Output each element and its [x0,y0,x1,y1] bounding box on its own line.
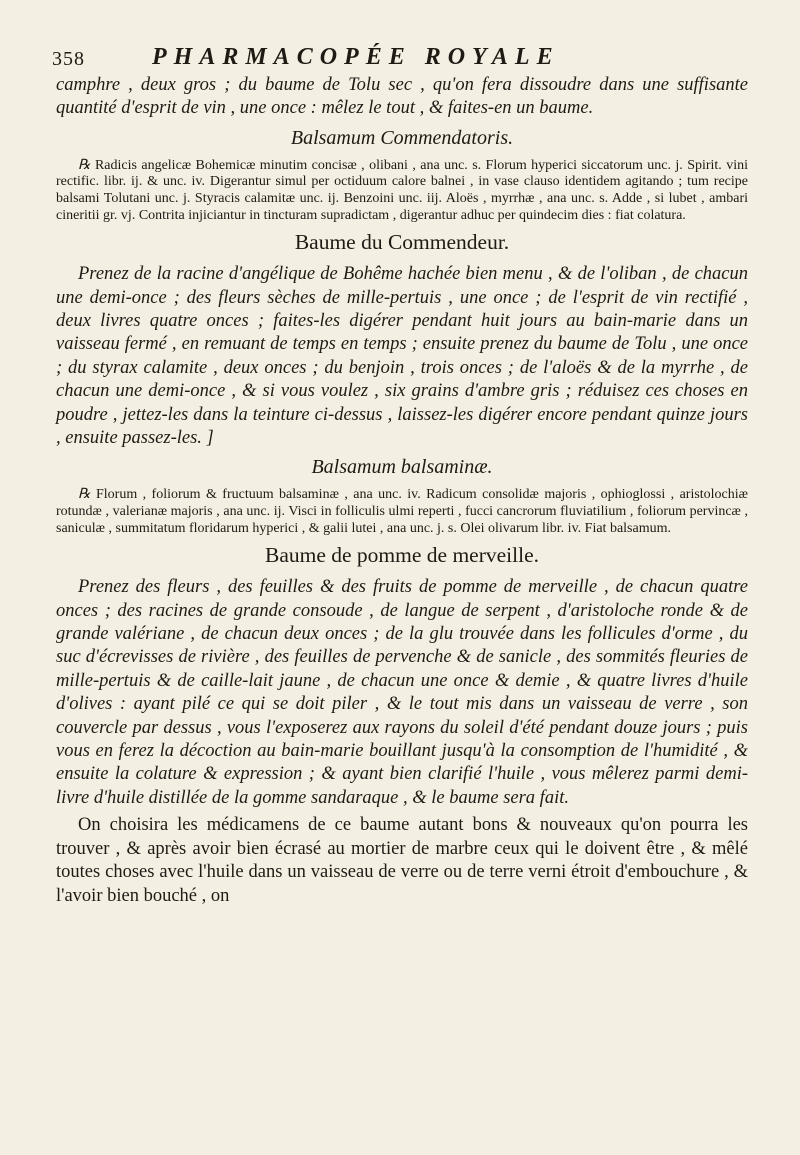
latin-recipe-balsaminae [56,487,748,537]
latin-recipe-text: Radicis angelicæ Bohemicæ minutim concisæ , olibani , ana unc. s. Florum hyperici siccatorum unc. j. Spirit. vini rectific. libr. ij. & unc. iv. Digerantur simul per octiduum calore balnei , in vase clauso identidem agitando ; tum recipe balsami Tolutani unc. j. Styracis calamitæ unc. ij. Benzoini unc. iij. Aloës , myrrhæ , ana unc. s. Adde , si lubet , ambari cineritii gr. vj. Contrita injiciantur in tincturam supradictam , digerantur adhuc per quindecim dies : fiat colatura. [56,157,748,223]
french-recipe-pomme-merveille: Prenez des fleurs , des feuilles & des fruits de pomme de merveille , de chacun quatre onces ; des racines de grande consoude , de langue de serpent , d'aristoloche ronde & de grande valériane , de chacun deux onces ; de la glu trouvée dans les follicules d'orme , du suc d'écrevisses de rivière , des feuilles de pervenche & de sanicle , des sommités fleuries de mille-pertuis & de caille-lait jaune , de chacun une once & demie , & quatre livres d'huile d'olives : ayant pilé ce qui se doit piler , & le tout mis dans un vaisseau de verre , son couvercle par dessus , vous l'exposerez aux rayons du soleil d'été pendant douze jours ; puis vous en ferez la décoction au bain-marie bouillant jusqu'à la consomption de l'humidité , & ensuite la colature & expression ; & ayant bien clarifié l'huile , vous mêlerez parmi demi-livre d'huile distillée de la gomme sandaraque , & le baume sera fait. [56,577,748,808]
french-recipe-commendeur: Prenez de la racine d'angélique de Bohême hachée bien menu , & de l'oliban , de chacun une demi-once ; des fleurs sèches de mille-pertuis , une once ; de l'esprit de vin rectifié , deux livres quatre onces ; faites-les digérer pendant huit jours au bain-marie dans un vaisseau fermé , en remuant de temps en temps ; ensuite prenez du baume de Tolu , une once ; du styrax calamite , deux onces ; du benjoin , trois onces ; de l'aloës & de la myrrhe , de chacun une demi-once , & si vous voulez , six grains d'ambre gris ; réduisez ces choses en poudre , jettez-les dans la teinture ci-dessus , laissez-les digérer encore pendant quinze jours , ensuite passez-les. ] [56,264,748,449]
page-body [56,74,748,909]
intro-paragraph: camphre , deux gros ; du baume de Tolu sec , qu'on fera dissoudre dans une suffisante quantité d'esprit de vin , une once : mêlez le tout , & faites-en un baume. [56,75,748,119]
section-title-balsamum-commendatoris: Balsamum Commendatoris. [290,126,514,149]
recipe-symbol-icon: ℞ [78,487,91,503]
page-number: 358 [52,48,85,70]
latin-recipe-commendatoris [56,158,748,224]
latin-recipe-text: Florum , foliorum & fructuum balsaminæ , ana unc. iv. Radicum consolidæ majoris , ophioglossi , aristolochiæ rotundæ , valerianæ majoris , ana unc. ij. Visci in folliculis ulmi reperti , fucci cancrorum fluviatilium , foliorum pervincæ , saniculæ , summitatum floridarum hyperici , & galii lutei , ana unc. j. s. Olei olivarum libr. iv. Fiat balsamum. [56,487,748,536]
section-title-pomme-merveille: Baume de pomme de merveille. [264,543,540,568]
running-title: PHARMACOPÉE ROYALE [152,44,560,70]
section-title-balsamum-balsaminae: Balsamum balsaminæ. [311,456,493,479]
commentary-paragraph: On choisira les médicamens de ce baume autant bons & nouveaux qu'on pourra les trouver , & après avoir bien écrasé au mortier de marbre ceux qui le doivent être , & mêlé toutes choses avec l'huile dans un vaisseau de verre ou de terre verni étroit d'embouchure , & l'avoir bien bouché , on [56,815,748,907]
recipe-symbol-icon: ℞ [78,157,91,173]
section-title-baume-commendeur: Baume du Commendeur. [294,230,510,255]
running-head [52,44,748,74]
